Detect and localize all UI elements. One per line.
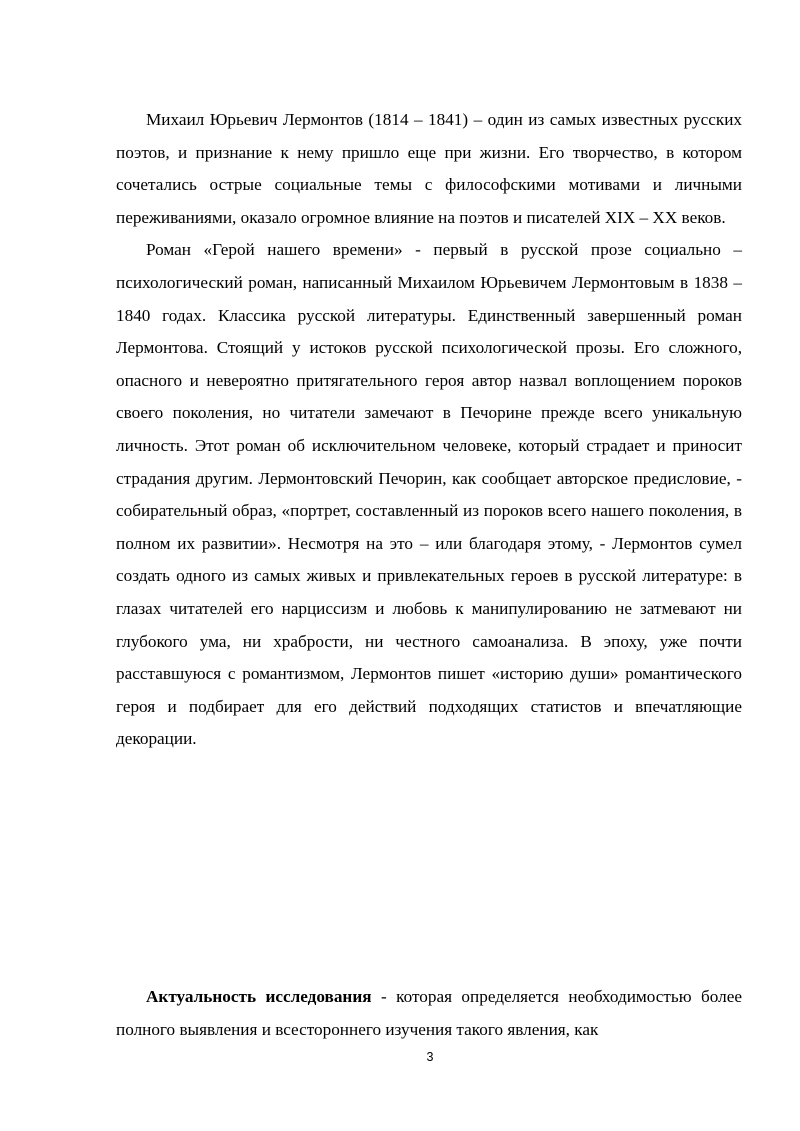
- paragraph-intro: Михаил Юрьевич Лермонтов (1814 – 1841) – один из самых известных русских поэтов, и признание к нему пришло еще при жизни. Его творчество, в котором сочетались острые социальные темы с философскими мотивами и личными переживаниями, оказало огромное влияние на поэтов и писателей XIX – XX веков.: [116, 110, 742, 227]
- relevance-heading: Актуальность исследования: [146, 987, 372, 1006]
- page-number: 3: [426, 1050, 434, 1064]
- paragraph-relevance: [116, 981, 742, 1046]
- paragraph-novel: Роман «Герой нашего времени» - первый в русской прозе социально – психологический роман, написанный Михаилом Юрьевичем Лермонтовым в 1838 – 1840 годах. Классика русской литературы. Единственный завершенный роман Лермонтова. Стоящий у истоков русской психологической прозы. Его сложного, опасного и невероятно притягательного героя автор назвал воплощением пороков своего поколения, но читатели замечают в Печорине прежде всего уникальную личность. Этот роман об исключительном человеке, который страдает и приносит страдания другим. Лермонтовский Печорин, как сообщает авторское предисловие, - собирательный образ, «портрет, составленный из пороков всего нашего поколения, в полном их развитии». Несмотря на это – или благодаря этому, - Лермонтов сумел создать одного из самых живых и привлекательных героев в русской литературе: в глазах читателей его нарциссизм и любовь к манипулированию не затмевают ни глубокого ума, ни храбрости, ни честного самоанализа. В эпоху, уже почти расставшуюся с романтизмом, Лермонтов пишет «историю души» романтического героя и подбирает для его действий подходящих статистов и впечатляющие декорации.: [116, 240, 742, 749]
- main-text: [116, 104, 742, 756]
- relevance-section: [116, 981, 742, 1046]
- relevance-text: - которая определяется необходимостью более полного выявления и всестороннего изучения такого явления, как: [116, 987, 742, 1039]
